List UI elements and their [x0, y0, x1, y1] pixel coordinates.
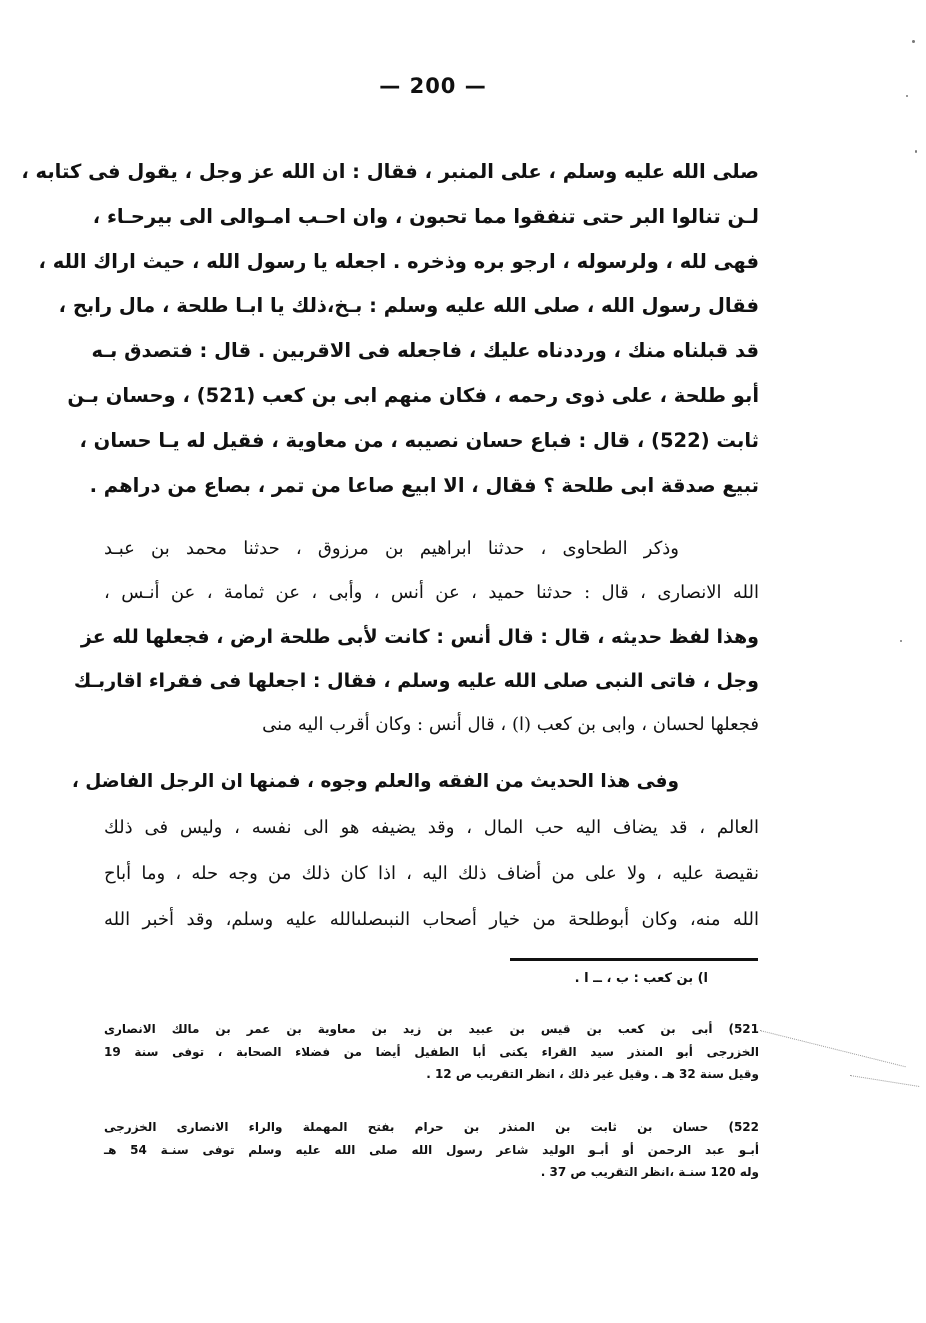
- paragraph-line: العالم ، قد يضاف اليه حب المال ، وقد يضيفه هو الى نفسه ، وليس فى ذلك: [104, 817, 759, 838]
- paragraph-line: قد قبلناه منك ، ورددناه عليك ، فاجعله فى الاقربين . قال : فتصدق بـه: [91, 339, 759, 363]
- scan-scratch: [850, 1075, 919, 1087]
- paragraph-line: فقال رسول الله ، صلى الله عليه وسلم : بـخ،ذلك يا ابـا طلحة ، مال رابح ،: [58, 294, 759, 318]
- page-number: — 200 —: [379, 74, 487, 98]
- paragraph-line: فجعلها لحسان ، وابى بن كعب (ا) ، قال أنس : وكان أقرب اليه منى: [262, 714, 759, 735]
- footnote-line: الخزرجى أبو المنذر سيد القراء يكنى أبا الطفيل أيضا من فضلاء الصحابة ، توفى سنة 19: [104, 1044, 759, 1059]
- scan-speck: [900, 640, 902, 642]
- scan-scratch: [760, 1030, 906, 1067]
- footnote-521: [104, 1018, 759, 1086]
- paragraph-line: وجل ، فاتى النبى صلى الله عليه وسلم ، فقال : اجعلها فى فقراء اقاربـك: [73, 670, 759, 692]
- footnote-separator: [510, 958, 758, 961]
- paragraph-line: الله منه، وكان أبوطلحة من خيار أصحاب النبىصلىالله عليه وسلم، وقد أخبر الله: [104, 909, 759, 930]
- footnote-line: أبـو عبد الرحمن أو أبـو الوليد شاعر رسول الله صلى الله عليه وسلم توفى سنـة 54 هـ: [104, 1142, 759, 1157]
- footnote-line: وله 120 سنـة ،انظر التقريب ص 37 .: [540, 1165, 759, 1179]
- paragraph-line: فهى لله ، ولرسوله ، ارجو بره وذخره . اجعله يا رسول الله ، حيث اراك الله ،: [38, 249, 759, 273]
- footnote-line: وقيل سنة 32 هـ . وقيل غير ذلك ، انظر التقريب ص 12 .: [426, 1067, 759, 1081]
- paragraph-line: الله الانصارى ، قال : حدثنا حميد ، عن أنس ، وأبى ، عن ثمامة ، عن أنـس ،: [104, 582, 759, 603]
- paragraph-line: صلى الله عليه وسلم ، على المنبر ، فقال : ان الله عز وجل ، يقول فى كتابه ،: [21, 160, 759, 183]
- tahawi-paragraph: [73, 527, 759, 747]
- scan-speck: [915, 150, 917, 153]
- footnote-522: [104, 1116, 759, 1184]
- paragraph-line: نقيصة عليه ، ولا على من أضاف ذلك اليه ، اذا كان ذلك من وجه حله ، وما أباح: [104, 863, 759, 884]
- hadith-paragraph: [21, 150, 759, 508]
- paragraph-line: تبيع صدقة ابى طلحة ؟ فقال ، الا ابيع صاعا من تمر ، بصاع من دراهم .: [89, 473, 759, 497]
- paragraph-line: لـن تنالوا البر حتى تنفقوا مما تحبون ، وان احـب امـوالى الى بيرحـاء ،: [92, 204, 759, 228]
- scan-speck: [912, 40, 915, 43]
- paragraph-line: وذكر الطحاوى ، حدثنا ابراهيم بن مرزوق ، حدثنا محمد بن عبـد: [104, 538, 679, 559]
- footnote-variant: ا) بن كعب : ب ، ــ ا .: [574, 971, 708, 986]
- fiqh-paragraph: [71, 759, 759, 943]
- paragraph-line: أبو طلحة ، على ذوى رحمه ، فكان منهم ابى بن كعب (521) ، وحسان بـن: [67, 383, 759, 407]
- footnote-line: 522) حسان بن ثابت بن المنذر بن حرام بفتح المهملة والراء الانصارى الخزرجى: [104, 1120, 759, 1134]
- paragraph-line: ثابت (522) ، قال : فباع حسان نصيبه ، من معاوية ، فقيل له يـا حسان ،: [79, 428, 759, 452]
- paragraph-line: وفى هذا الحديث من الفقه والعلم وجوه ، فمنها ان الرجل الفاضل ،: [71, 771, 679, 792]
- paragraph-line: وهذا لفظ حديثه ، قال : قال أنس : كانت لأبى طلحة ارض ، فجعلها لله عز: [80, 626, 759, 648]
- footnote-line: 521) أبى بن كعب بن قيس بن عبيد بن زيد بن معاوية بن عمر بن مالك الانصارى: [104, 1022, 759, 1036]
- scan-speck: [906, 95, 908, 97]
